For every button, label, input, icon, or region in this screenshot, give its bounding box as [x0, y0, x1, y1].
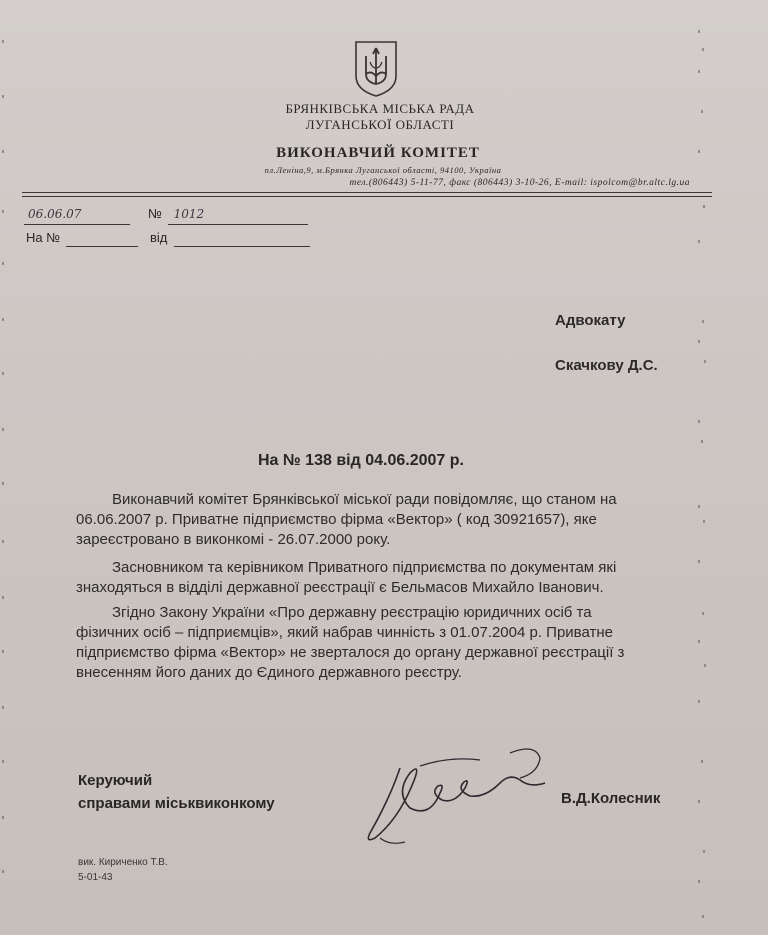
incoming-number-label: На №	[26, 230, 61, 245]
outgoing-number	[148, 206, 204, 221]
paragraph-2-line-1: Засновником та керівником Приватного підприємства по документам які	[112, 559, 617, 576]
signatory-title-line-1: Керуючий	[78, 772, 153, 789]
signatory-title-line-2: справами міськвиконкому	[78, 795, 275, 812]
paragraph-1-line-2: 06.06.2007 р. Приватне підприємство фірма «Вектор» ( код 30921657), яке	[76, 511, 597, 528]
signatory-name: В.Д.Колесник	[561, 790, 661, 807]
paragraph-1-line-3: зареєстровано в виконкомі - 26.07.2000 року.	[76, 531, 391, 548]
paragraph-3-line-3: підприємство фірма «Вектор» не зверталося до органу державної реєстрації з	[76, 644, 625, 661]
incoming-from-label: від	[150, 230, 168, 245]
outgoing-date-underline	[24, 224, 130, 225]
paragraph-1-line-1: Виконавчий комітет Брянківської міської ради повідомляє, що станом на	[112, 491, 617, 508]
right-edge-scan-artifacts	[698, 0, 712, 935]
paragraph-3-line-2: фізичних осіб – підприємців», який набрав чинність з 01.07.2004 р. Приватне	[76, 624, 613, 641]
handwritten-signature	[360, 738, 560, 848]
executor-phone: 5-01-43	[78, 872, 113, 883]
outgoing-number-label: №	[148, 206, 162, 221]
paragraph-2-line-2: знаходяться в відділі державної реєстрації є Бельмасов Михайло Іванович.	[76, 579, 604, 596]
paragraph-3-line-4: внесенням його даних до Єдиного державного реєстру.	[76, 664, 462, 681]
outgoing-date-value: 06.06.07	[28, 207, 82, 221]
letterhead-divider-top	[22, 192, 712, 193]
letterhead-divider-bottom	[22, 196, 712, 197]
incoming-from-underline	[174, 246, 310, 247]
oblast-name: ЛУГАНСЬКОЇ ОБЛАСТІ	[305, 117, 455, 132]
letterhead-contacts: тел.(806443) 5-11-77, факс (806443) 3-10-26, E-mail: ispolcom@br.altc.lg.ua	[349, 178, 690, 188]
paragraph-3-line-1: Згідно Закону України «Про державну реєстрацію юридичних осіб та	[112, 604, 592, 621]
addressee-name: Скачкову Д.С.	[555, 357, 658, 374]
incoming-number-underline	[66, 246, 138, 247]
outgoing-number-underline	[168, 224, 308, 225]
executor-name: вик. Кириченко Т.В.	[78, 857, 168, 868]
council-name: БРЯНКІВСЬКА МІСЬКА РАДА	[285, 101, 475, 116]
trident-coat-of-arms-icon	[352, 40, 400, 98]
letterhead-address: пл.Леніна,9, м.Брянка Луганської області, 94100, Україна	[264, 165, 502, 175]
outgoing-number-value: 1012	[173, 207, 205, 221]
left-edge-scan-artifacts	[2, 0, 16, 935]
outgoing-date	[28, 206, 81, 221]
subject-reference: На № 138 від 04.06.2007 р.	[258, 452, 464, 469]
addressee-title: Адвокату	[555, 312, 626, 329]
committee-name: ВИКОНАВЧИЙ КОМІТЕТ	[276, 145, 480, 161]
